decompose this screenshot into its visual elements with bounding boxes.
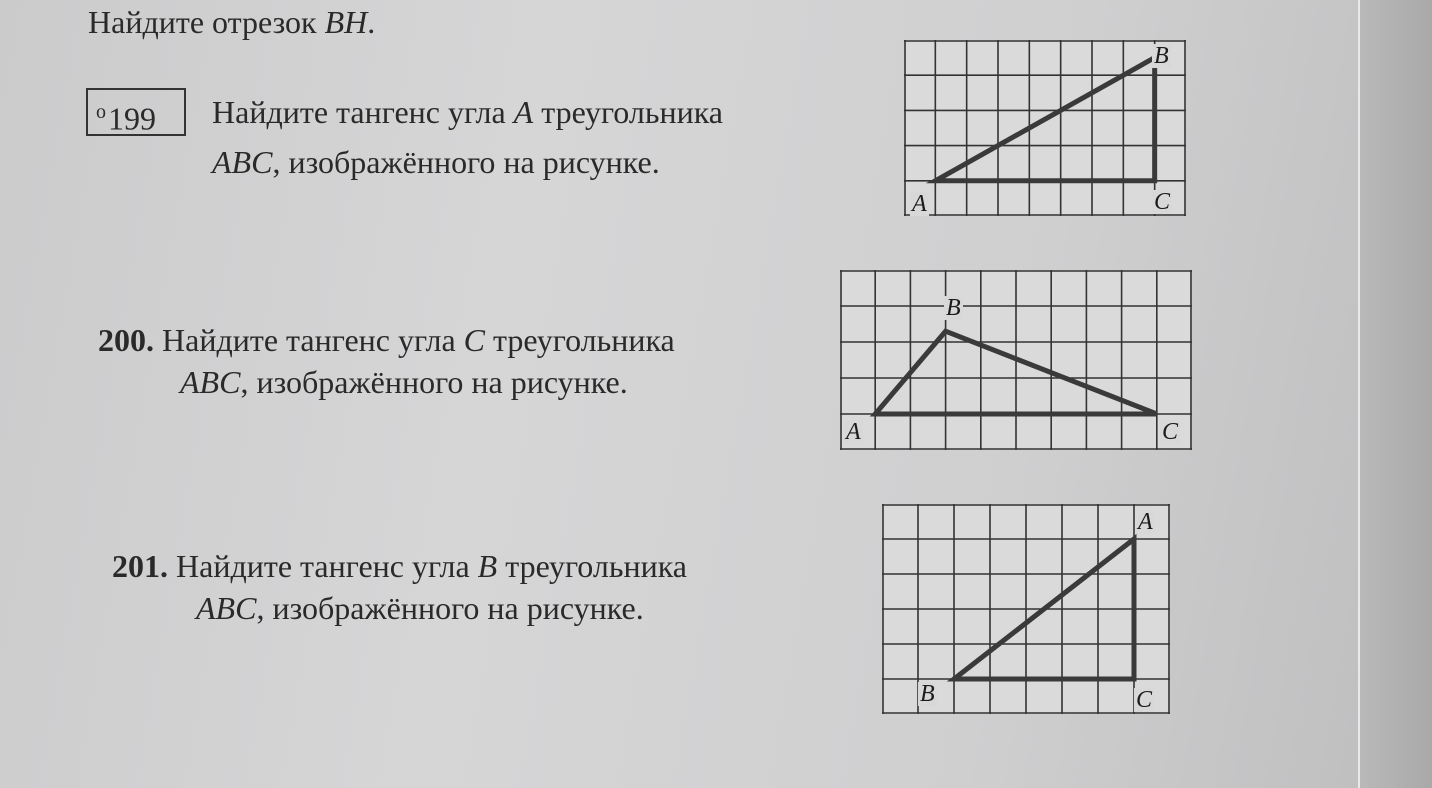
triangle-name: ABC xyxy=(212,144,273,180)
triangle-grid-figure xyxy=(904,40,1186,216)
vertex-label-a: A xyxy=(1138,509,1153,535)
problem-199-line1 xyxy=(212,94,723,130)
figure-199-grid xyxy=(904,40,1186,216)
problem-text: , изображённого на рисунке. xyxy=(272,144,660,180)
figure-200-grid xyxy=(840,270,1192,450)
vertex-label-c: C xyxy=(1136,687,1153,713)
vertex-label-b: B xyxy=(946,295,961,321)
previous-task-end: . xyxy=(367,4,376,40)
problem-200-line2 xyxy=(180,364,628,400)
problem-199-number-box xyxy=(86,88,186,136)
angle-vertex: A xyxy=(513,94,534,130)
problem-text: Найдите тангенс угла xyxy=(168,548,478,584)
problem-text: Найдите тангенс угла xyxy=(154,322,464,358)
vertex-label-c: C xyxy=(1154,189,1171,215)
problem-199-line2 xyxy=(212,144,660,180)
segment-name: BH xyxy=(324,4,368,40)
vertex-label-a: A xyxy=(912,191,927,217)
problem-number: 199 xyxy=(108,100,156,137)
problem-text: треугольника xyxy=(533,94,723,130)
previous-task-text: Найдите отрезок xyxy=(88,4,325,40)
triangle-name: ABC xyxy=(180,364,241,400)
problem-text: , изображённого на рисунке. xyxy=(240,364,628,400)
triangle-grid-figure xyxy=(840,270,1192,450)
basic-level-marker: o xyxy=(96,101,106,123)
problem-number: 201. xyxy=(112,548,168,584)
triangle-name: ABC xyxy=(196,590,257,626)
problem-text: треугольника xyxy=(497,548,687,584)
previous-task-line xyxy=(88,4,375,40)
problem-text: , изображённого на рисунке. xyxy=(256,590,644,626)
vertex-label-b: B xyxy=(1154,43,1169,69)
problem-text: Найдите тангенс угла xyxy=(212,94,514,130)
figure-201-grid xyxy=(882,504,1170,714)
angle-vertex: C xyxy=(463,322,485,358)
book-page-edge xyxy=(1358,0,1432,788)
problem-number: 200. xyxy=(98,322,154,358)
vertex-label-b: B xyxy=(920,681,935,707)
problem-text: треугольника xyxy=(484,322,675,358)
angle-vertex: B xyxy=(477,548,498,584)
vertex-label-a: A xyxy=(846,419,861,445)
problem-201-line1 xyxy=(112,548,687,584)
vertex-label-c: C xyxy=(1162,419,1179,445)
problem-200-line1 xyxy=(98,322,675,358)
problem-201-line2 xyxy=(196,590,644,626)
